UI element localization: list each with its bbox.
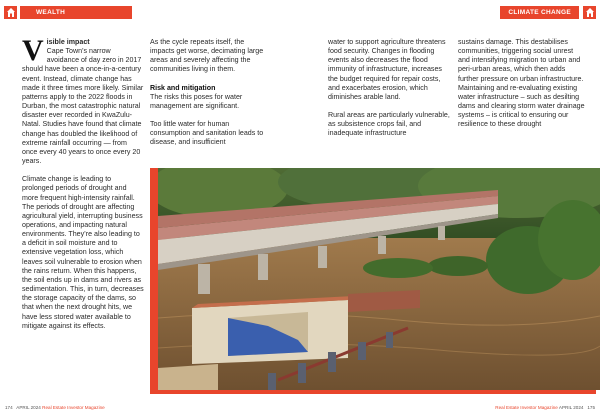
page-number-left: 174: [5, 405, 13, 410]
house-icon: [583, 6, 596, 19]
paragraph: water to support agriculture threatens food security. Changes in flooding events also decreases the flood immunity of infrastructure, increases the budget required for repair costs, and exacerbates erosion, which diminishes arable land.: [328, 38, 446, 101]
paragraph: Too little water for human consumption and sanitation leads to disease, and insufficient: [150, 120, 264, 147]
paragraph: As the cycle repeats itself, the impacts get worse, decimating large areas and severely affecting the communities living in them.: [150, 38, 264, 74]
section-header-left: [4, 6, 132, 19]
lead-heading: isible impact: [46, 38, 90, 46]
paragraph: sustains damage. This destabilises communities, triggering social unrest and intensifying migration to urban and peri-urban areas, which then adds further pressure on urban infrastructure. Maintaining and re-evaluating existing water infrastructure – such as desilting dams and clearing storm water drainage systems – is critical to ensuring our resilience to these drought: [458, 38, 585, 129]
issue-date-left: APRIL 2024: [16, 405, 41, 410]
paragraph: Rural areas are particularly vulnerable, as subsistence crops fail, and inadequate infrastructure: [328, 111, 450, 138]
house-icon: [4, 6, 17, 19]
section-label-wealth: WEALTH: [20, 6, 132, 19]
page-number-right: 175: [587, 405, 595, 410]
paragraph: The risks this poses for water management are significant.: [150, 92, 243, 110]
article-column-2: [150, 38, 270, 157]
magazine-name-right: Real Estate Investor Magazine: [495, 405, 558, 410]
footer-right: [495, 405, 595, 410]
article-column-4: [458, 38, 586, 139]
footer-left: [5, 405, 105, 410]
article-column-3: [328, 38, 452, 148]
flooded-bridge-illustration: [158, 168, 600, 390]
subheading-risk-mitigation: Risk and mitigation: [150, 83, 216, 92]
intro-paragraph: [22, 34, 144, 166]
paragraph: Climate change is leading to prolonged periods of drought and more frequent high-intensity rainfall. The periods of drought are affecting agricultural yield, interrupting business operations, and impacting natural environments. They’re also leading to a deficit in soil moisture and to extensive vegetation loss, which leaves soil vulnerable to erosion when the rains return. When this happens, the soil ends up in dams and rivers as sedimentation. This, in turn, decreases the storage capacity of the dams, so that when the next drought hits, we have less stored water available to mitigate against its effects.: [22, 175, 144, 330]
drop-cap: V: [22, 34, 44, 67]
section-header-right: [500, 6, 596, 19]
flood-photo: [158, 168, 600, 390]
magazine-name-left: Real Estate Investor Magazine: [42, 405, 105, 410]
paragraph-text: Cape Town’s narrow avoidance of day zero in 2017 should have been a once-in-a-century event. Instead, climate change has made it three times more likely. Similar patterns apply to the 2022 floods in Durban, the most catastrophic natural disaster ever recorded in KwaZulu-Natal. Studies have found that climate change has doubled the likelihood of extreme rainfall occurring — from once every 40 years to once every 20 years.: [22, 47, 144, 166]
section-label-climate-change: CLIMATE CHANGE: [500, 6, 579, 19]
article-column-1: [22, 34, 144, 340]
issue-date-right: APRIL 2024: [558, 405, 584, 410]
